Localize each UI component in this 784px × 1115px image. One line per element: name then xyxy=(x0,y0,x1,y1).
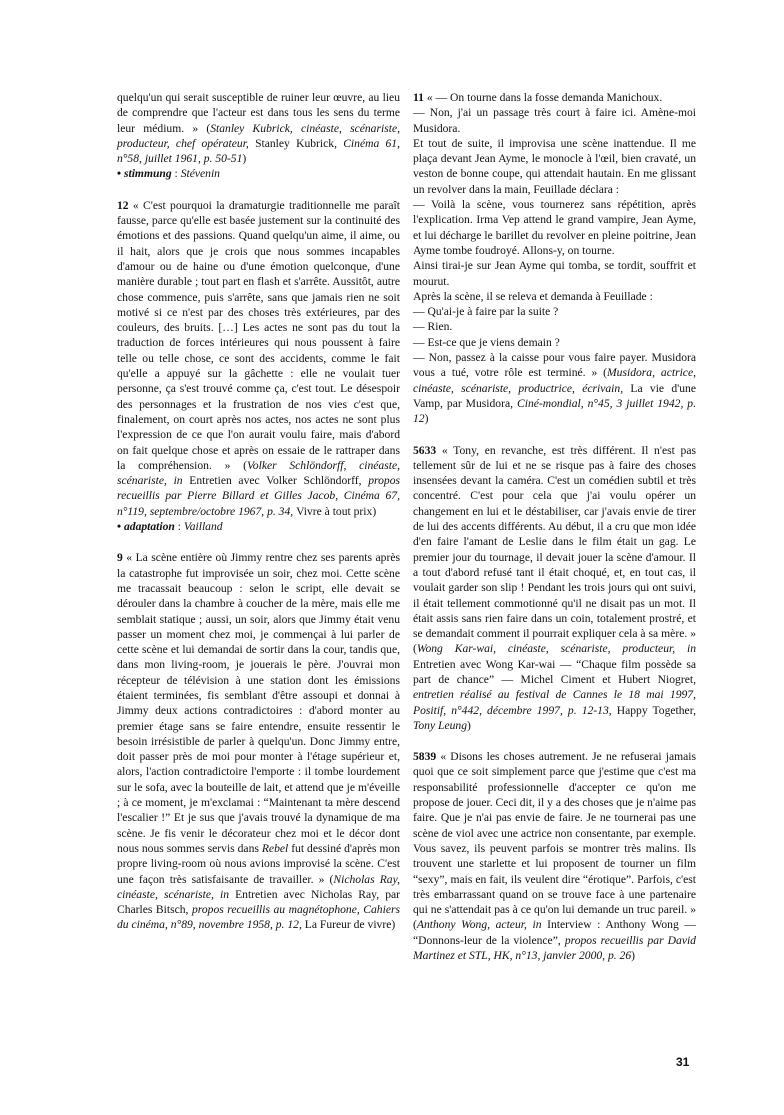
quote-text: « La scène entière où Jimmy rentre chez ses parents après la catastrophe fut improvisée un soir, chez moi. Cette scène me tracassait beaucoup : selon le script, elle devait se dérouler dans la chambre à coucher de la mère, mais elle me semblait statique ; aussi, un soir, alors que Jimmy était venu passer un moment chez moi, je commençai à lui parler de cette scène et lui demandai de sortir dans la cour, tandis que, dans mon living-room, je jouerais le père. J'ouvrai mon récepteur de télévision à une station dont les émissions étaient terminées, fis semblant d'être assoupi et donnai à Jimmy deux actions contradictoires : d'abord monter au premier étage sans se faire entendre, ensuite ressentir le besoin irrésistible de parler à quelqu'un. Donc Jimmy entre, doit passer près de moi pour monter à l'étage supérieur et, alors, l'action contradictoire l'emporte : il tombe lourdement sur le sofa, avec la bouteille de lait, et attend que je m'éveille ; à ce moment, je m'exclamai : “Maintenant ta mère descend l'escalier !” Et je sus que j'avais trouvé la dynamique de ma scène. Je fis venir le décorateur chez moi et le décor dont nous nous sommes servis dans xyxy=(117,551,400,855)
entry-number: 9 xyxy=(117,551,123,565)
citation-actor: Tony Leung xyxy=(413,718,468,732)
page-number: 31 xyxy=(676,1055,690,1069)
quote-entry-wong-kar-wai xyxy=(413,443,696,734)
quote-text: « Disons les choses autrement. Je ne refuserai jamais quoi que ce soit simplement parce que j'estime que c'est ma responsabilité professionnelle d'accepter ce qu'on me propose de jouer. Ceci dit, il y a des choses que je n'aime pas faire. Que je n'ai pas envie de faire. Je ne tournerai pas une scène de viol avec une actrice non consentante, par exemple. Vous savez, ils peuvent parfois se montrer très malins. Ils trouvent une starlette et lui proposent de tourner un film “sexy”, mais en fait, ils veulent dire “érotique”. Parfois, c'est très embarrassant quand on se trouve face à une partenaire qui ne s'attendait pas à ce qu'on lui demande un truc pareil. » ( xyxy=(413,750,696,932)
quote-paragraph xyxy=(413,749,696,963)
tag-name: Stévenin xyxy=(180,167,220,181)
quote-paragraph xyxy=(117,198,400,519)
citation-title: La vie d'une Vamp, par Musidora, xyxy=(413,381,696,410)
tag-term: adaptation xyxy=(123,520,175,534)
quote-text: « C'est pourquoi la dramaturgie traditionnelle me paraît fausse, parce qu'elle est basée justement sur la continuité des émotions et des passions. Quand quelqu'un aime, il aime, ou il hait, alors que je crois que nous sommes incapables d'amour ou de haine ou d'une émotion quelconque, d'une manière durable ; tout part en flash et s'arrête. Aussitôt, autre chose commence, puis s'arrête, sans que jamais rien ne soit motivé si ce n'est par des choses très extérieures, par des couleurs, des bruits. […] Les actes ne sont pas du tout la traduction de forces intérieures qui nous poussent à faire telle ou telle chose, ce sont des accidents, comme le fait qu'elle a appuyé sur la gâchette : elle ne voulait tuer personne, ça s'est trouvé comme ça, c'est tout. Le désespoir des personnages et la frustration de nos vies c'est que, finalement, on court après nos actes, nos actes ne sont plus l'expression de ce que l'on aurait voulu faire, mais d'abord on fait quelque chose et après on essaie de le rattraper dans la compréhension. » ( xyxy=(117,198,400,472)
quote-entry-musidora xyxy=(413,90,696,427)
citation-close: ) xyxy=(242,152,247,166)
quote-entry-anthony-wong xyxy=(413,749,696,963)
tag-term: stimmung xyxy=(123,167,172,181)
tag-separator: : xyxy=(174,520,184,534)
citation-source: propos recueillis par Pierre Billard et Gilles Jacob, Cinéma 67, n°119, septembre/octobre 1967, p. 34, xyxy=(117,474,400,518)
citation-film: Vivre à tout prix xyxy=(296,504,373,518)
citation-close: ) xyxy=(631,949,636,963)
cross-reference-tag xyxy=(117,166,400,181)
citation-close: ) xyxy=(424,412,429,426)
citation-source: propos recueillis par David Martinez et STL, HK, n°13, janvier 2000, p. 26 xyxy=(413,933,696,963)
bullet-icon: • xyxy=(117,520,122,534)
quote-text: « Tony, en revanche, est très différent. Il n'est pas tellement sûr de lui et ne se risque pas à faire des choses insensées devant la caméra. C'est un comédien subtil et très concentré. C'est pour cela que j'ai voulu opérer un changement en lui et le déstabiliser, car j'avais envie de tirer de lui des accents différents. Au début, il a cru que mon idée d'en faire l'amant de Leslie dans le film était un gag. Le premier jour du tournage, il devait jouer la scène d'amour. Il a tout d'abord refusé tant il était choqué, et, en tout cas, il voulait garder son slip ! Pendant les trois jours qui ont suivi, il était tellement commotionné qu'il ne disait pas un mot. Il était assis sans rien faire dans un coin, totalement prostré, et se demandait comment il pourrait expliquer cela à sa mère. » ( xyxy=(413,443,696,656)
citation-source: entretien réalisé au festival de Cannes le 18 mai 1997, Positif, n°442, décembre 1997, p. 12-13, xyxy=(413,688,696,717)
left-column xyxy=(117,90,400,949)
citation-author: Nicholas Ray, cinéaste, scénariste, in xyxy=(117,872,401,901)
citation-close: ) xyxy=(391,918,396,932)
quote-text: « — On tourne dans la fosse demanda Manichoux. — Non, j'ai un passage très court à faire ici. Amène-moi Musidora. Et tout de suite, il improvisa une scène inattendue. Il me plaça devant Jean Ayme, le monocle à l'œil, bien cravaté, un veston de bonne coupe, qui attendait hautain. En me glissant un revolver dans la main, Feuillade déclara : — Voilà la scène, vous tournerez sans répétition, après l'explication. Irma Vep attend le grand vampire, Jean Ayme, et lui décharge le barillet du revolver en pleine poitrine, Jean Ayme tombe foudroyé. Allons-y, on tourne. Ainsi tirai-je sur Jean Ayme qui tomba, se tordit, souffrit et mourut. Après la scène, il se releva et demanda à Feuillade : — Qu'ai-je à faire par la suite ? — Rien. — Est-ce que je viens demain ? — Non, passez à la caisse pour vous faire payer. Musidora vous a tué, votre rôle est terminé. » ( xyxy=(413,91,696,380)
entry-number: 12 xyxy=(117,198,129,212)
quote-entry-kubrick xyxy=(117,90,400,182)
quote-text: quelqu'un qui serait susceptible de ruiner leur œuvre, au lieu de comprendre que l'acteur est dans tous les sens du terme leur médium. » ( xyxy=(117,91,400,135)
citation-source: Cinéma 61, n°58, juillet 1961, p. 50-51 xyxy=(117,136,400,166)
citation-title: Entretien avec Nicholas Ray, par Charles Bitsch, xyxy=(117,887,400,917)
film-title-rebel: Rebel xyxy=(261,841,289,855)
quote-paragraph xyxy=(117,550,400,932)
quote-paragraph xyxy=(413,90,696,427)
citation-film: Happy Together, xyxy=(616,703,696,717)
quote-text-continued: fut dessiné d'après mon propre living-room où nous avions improvisé la scène. C'est une façon très satisfaisante de travailler. » ( xyxy=(117,841,400,886)
citation-author: Wong Kar-wai, cinéaste, scénariste, producteur, in xyxy=(416,642,696,656)
entry-number: 5633 xyxy=(413,443,437,457)
right-column xyxy=(413,90,696,979)
citation-close: ) xyxy=(467,718,471,732)
citation-author: Musidora, actrice, cinéaste, scénariste, productrice, écrivain, xyxy=(413,366,696,395)
citation-source: propos recueillis au magnétophone, Cahiers du cinéma, n°89, novembre 1958, p. 12, xyxy=(117,903,400,932)
citation-source: Ciné-mondial, n°45, 3 juillet 1942, p. 12 xyxy=(413,396,696,426)
quote-paragraph xyxy=(117,90,400,166)
entry-number: 11 xyxy=(413,91,424,104)
citation-author: Volker Schlöndorff, cinéaste, scénariste, in xyxy=(117,458,400,488)
quote-paragraph xyxy=(413,443,696,734)
entry-number: 5839 xyxy=(413,750,437,764)
citation-author: Stanley Kubrick, cinéaste, scénariste, producteur, chef opérateur, xyxy=(117,121,400,150)
citation-name: Stanley Kubrick, xyxy=(255,136,344,150)
tag-name: Vailland xyxy=(183,520,223,534)
quote-entry-schlondorff xyxy=(117,198,400,535)
citation-title: Interview : Anthony Wong — “Donnons-leur de la violence”, xyxy=(413,918,696,947)
cross-reference-tag xyxy=(117,519,400,534)
citation-title: Entretien avec Volker Schlöndorff, xyxy=(189,474,369,488)
bullet-icon: • xyxy=(117,167,122,181)
quote-entry-ray xyxy=(117,550,400,932)
citation-film: La Fureur de vivre xyxy=(304,918,392,932)
citation-close: ) xyxy=(372,504,377,518)
citation-author: Anthony Wong, acteur, in xyxy=(416,918,548,932)
citation-title: Entretien avec Wong Kar-wai — “Chaque film possède sa part de chance” — Michel Ciment et Hubert Niogret, xyxy=(413,657,696,686)
tag-separator: : xyxy=(171,167,181,181)
